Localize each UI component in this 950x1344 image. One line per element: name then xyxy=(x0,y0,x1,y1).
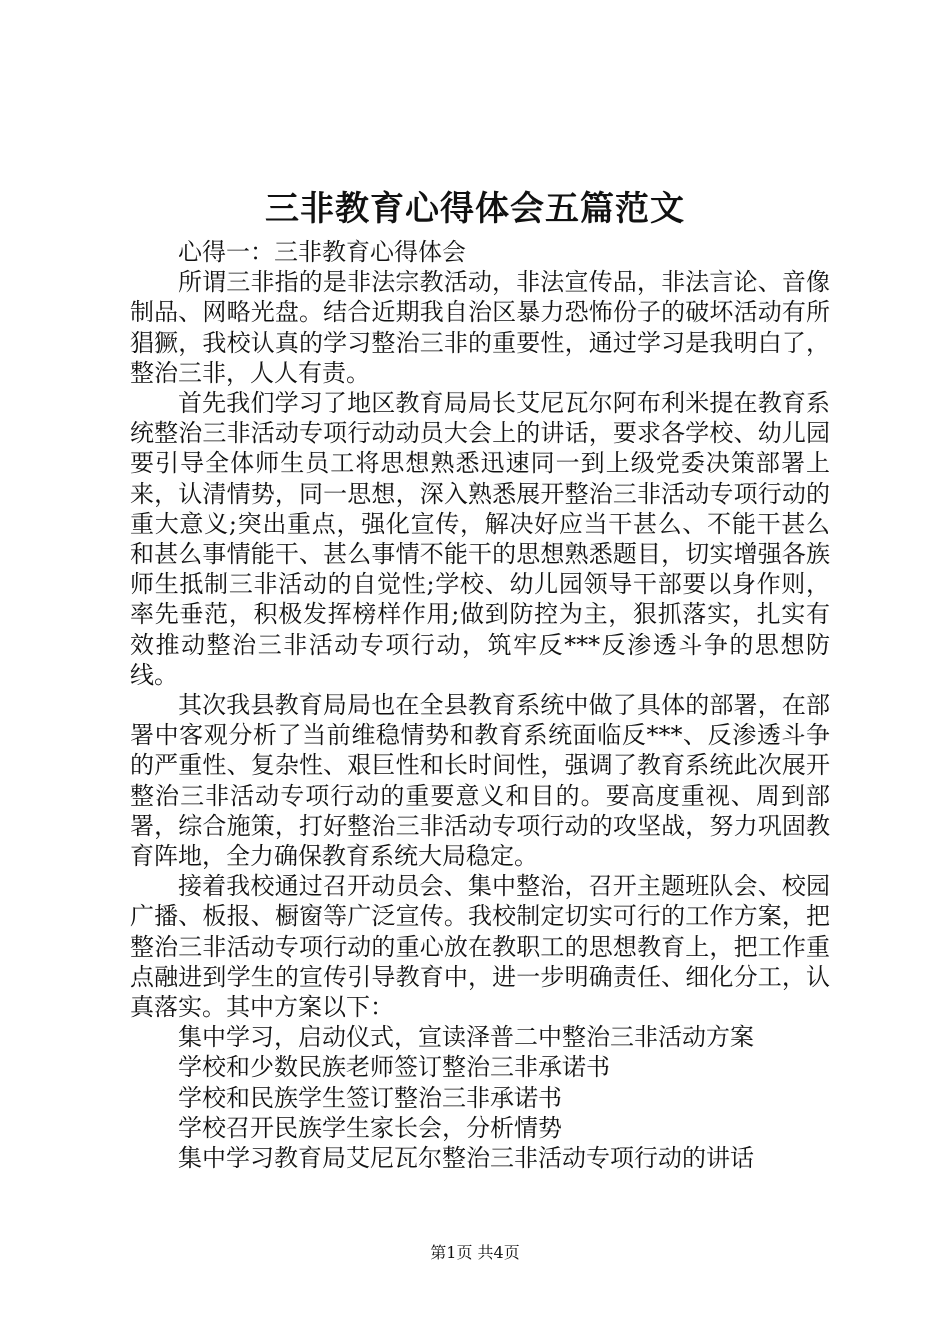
body-paragraph: 其次我县教育局局也在全县教育系统中做了具体的部署，在部署中客观分析了当前维稳情势和教育系统面临反***、反渗透斗争的严重性、复杂性、艰巨性和长时间性，强调了教育系统此次展开整治三非活动专项行动的重要意义和目的。要高度重视、周到部署，综合施策，打好整治三非活动专项行动的攻坚战，努力巩固教育阵地，全力确保教育系统大局稳定。 xyxy=(130,691,830,871)
document-title: 三非教育心得体会五篇范文 xyxy=(265,189,685,229)
body-paragraph: 所谓三非指的是非法宗教活动，非法宣传品，非法言论、音像制品、网略光盘。结合近期我自治区暴力恐怖份子的破坏活动有所猖獗，我校认真的学习整治三非的重要性，通过学习是我明白了，整治三非，人人有责。 xyxy=(130,268,830,387)
plan-item: 集中学习，启动仪式，宣读泽普二中整治三非活动方案 xyxy=(178,1023,754,1052)
plan-item: 集中学习教育局艾尼瓦尔整治三非活动专项行动的讲话 xyxy=(178,1144,754,1173)
body-paragraph: 首先我们学习了地区教育局局长艾尼瓦尔阿布利米提在教育系统整治三非活动专项行动动员大会上的讲话，要求各学校、幼儿园要引导全体师生员工将思想熟悉迅速同一到上级党委决策部署上来，认清情势，同一思想，深入熟悉展开整治三非活动专项行动的重大意义;突出重点，强化宣传，解决好应当干甚么、不能干甚么和甚么事情能干、甚么事情不能干的思想熟悉题目，切实增强各族师生抵制三非活动的自觉性;学校、幼儿园领导干部要以身作则，率先垂范，积极发挥榜样作用;做到防控为主，狠抓落实，扎实有效推动整治三非活动专项行动，筑牢反***反渗透斗争的思想防线。 xyxy=(130,389,830,689)
plan-item: 学校召开民族学生家长会，分析情势 xyxy=(178,1113,562,1142)
plan-item: 学校和民族学生签订整治三非承诺书 xyxy=(178,1083,562,1112)
body-paragraph: 接着我校通过召开动员会、集中整治，召开主题班队会、校园广播、板报、橱窗等广泛宣传。我校制定切实可行的工作方案，把整治三非活动专项行动的重心放在教职工的思想教育上，把工作重点融进到学生的宣传引导教育中，进一步明确责任、细化分工，认真落实。其中方案以下： xyxy=(130,872,830,1022)
document-body xyxy=(130,237,830,1173)
page-footer: 第1页 共4页 xyxy=(430,1243,520,1262)
plan-item: 学校和少数民族老师签订整治三非承诺书 xyxy=(178,1053,610,1082)
section-heading: 心得一：三非教育心得体会 xyxy=(178,238,466,266)
